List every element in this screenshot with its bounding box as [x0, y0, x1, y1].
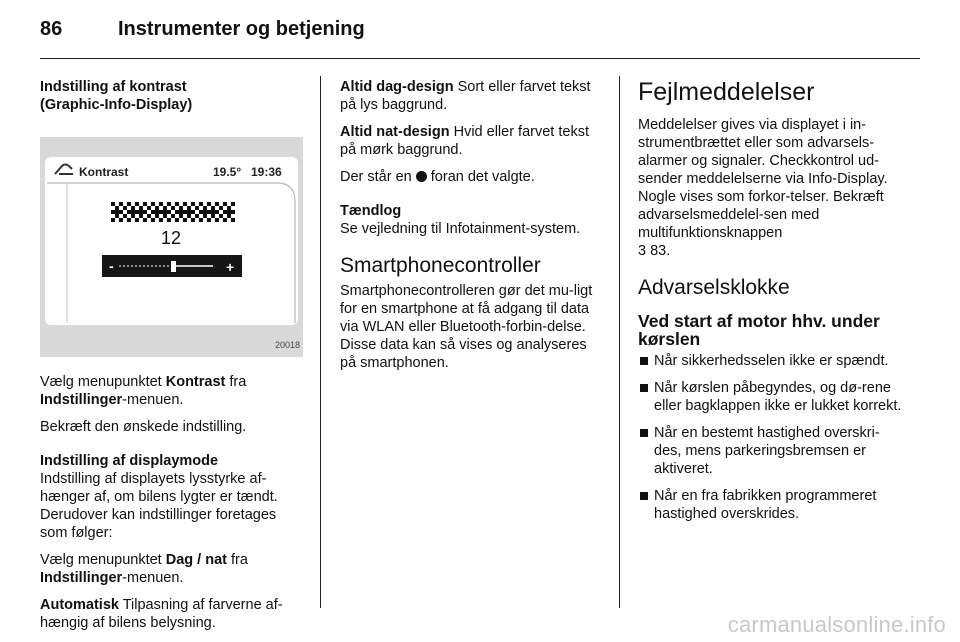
text: Hvid eller farvet tekst på mørk baggrund. [340, 124, 589, 158]
figure-number: 20018 [274, 340, 300, 350]
column-3 [638, 78, 904, 532]
contrast-display-figure [40, 137, 303, 357]
text: Meddelelser gives via displayet i in-strumentbrættet eller som advarsels-alarmer og signaler. Checkkontrol ud-sender meddelelserne via Info-Display. Nogle vises som forkor-telser. Bekræft advarselsmeddelel-sen med multifunktionsknappen [638, 117, 888, 241]
bullet-square-icon [640, 429, 648, 437]
list-item: Når sikkerhedsselen ikke er spændt. [638, 352, 904, 370]
warning-chime-list [638, 352, 904, 523]
text: Tilpasning af farverne af-hængig af bilens belysning. [40, 597, 283, 631]
paragraph-displaymode: Indstilling af displayets lysstyrke af-hænger af, om bilens lygter er tændt. Derudover kan indstillinger foretages som følger: [40, 471, 278, 541]
slider-plus: + [226, 259, 235, 275]
contrast-heading-line-1: Indstilling af kontrast [40, 79, 187, 95]
paragraph-day-design [340, 78, 606, 114]
display-screen-graphic [45, 157, 298, 325]
page-reference: 3 83. [638, 243, 671, 259]
paragraph-automatic [40, 596, 306, 632]
settings-wrench-icon [55, 165, 73, 175]
contrast-slider [102, 255, 242, 277]
text: foran det valgte. [426, 169, 535, 185]
displaymode-heading: Indstilling af displaymode [40, 453, 219, 469]
text: Vælg menupunktet [40, 374, 166, 390]
bullet-square-icon [640, 384, 648, 392]
option-night-design: Altid nat-design [340, 124, 450, 140]
header-divider [40, 58, 920, 59]
warning-chime-subheading: Ved start af motor hhv. under kørslen [638, 311, 880, 349]
figure-time: 19:36 [251, 165, 282, 179]
list-item: Når en fra fabrikken programmeret hastighed overskrides. [638, 487, 904, 523]
text: Vælg menupunktet [40, 552, 166, 568]
figure-temperature: 19.5° [213, 165, 242, 179]
contrast-heading-line-2: (Graphic-Info-Display) [40, 97, 193, 113]
text: fra [225, 374, 247, 390]
list-item: Når kørslen påbegyndes, og dø-rene eller bagklappen ikke er lukket korrekt. [638, 379, 904, 415]
option-automatisk: Automatisk [40, 597, 119, 613]
paragraph-select-daynight [40, 551, 306, 587]
text: -menuen. [122, 392, 184, 408]
paragraph-smartphone: Smartphonecontrolleren gør det mu-ligt for en smartphone at få adgang til data via WLAN eller Bluetooth-forbin-delse. Disse data kan så vises og analyseres på smartphonen. [340, 283, 593, 371]
paragraph-night-design [340, 123, 606, 159]
column-2 [340, 78, 606, 381]
page-title: Instrumenter og betjening [118, 18, 365, 40]
warning-chime-heading: Advarselsklokke [638, 276, 790, 299]
bullet-square-icon [640, 492, 648, 500]
list-item: Når en bestemt hastighed overskri-des, mens parkeringsbremsen er aktiveret. [638, 424, 904, 478]
text: fra [226, 552, 248, 568]
contrast-pattern-bar [111, 202, 235, 222]
paragraph-selected-marker [340, 168, 606, 186]
figure-menu-title: Kontrast [79, 165, 129, 179]
option-day-design: Altid dag-design [340, 79, 454, 95]
smartphone-heading: Smartphonecontroller [340, 254, 541, 277]
text: Der står en [340, 169, 416, 185]
paragraph-error-messages [638, 116, 904, 260]
page-header [40, 18, 920, 52]
error-messages-heading: Fejlmeddelelser [638, 78, 815, 106]
menu-indstillinger: Indstillinger [40, 392, 123, 408]
menu-item-kontrast: Kontrast [165, 374, 226, 390]
menu-indstillinger: Indstillinger [40, 570, 123, 586]
paragraph-select-contrast [40, 373, 306, 409]
paragraph-ignition: Se vejledning til Infotainment-system. [340, 221, 581, 237]
watermark: carmanualsonline.info [727, 612, 946, 637]
bullet-square-icon [640, 357, 648, 365]
text: Sort eller farvet tekst på lys baggrund. [340, 79, 591, 113]
ignition-heading: Tændlog [340, 203, 402, 219]
column-1 [40, 78, 306, 641]
figure-contrast-value: 12 [160, 228, 182, 248]
menu-item-dag-nat: Dag / nat [165, 552, 227, 568]
slider-minus: - [109, 258, 114, 274]
column-divider-2 [619, 76, 620, 608]
selected-dot-icon [416, 171, 427, 182]
text: -menuen. [122, 570, 184, 586]
paragraph-confirm: Bekræft den ønskede indstilling. [40, 419, 247, 435]
column-divider-1 [320, 76, 321, 608]
display-screen [45, 157, 298, 325]
page-number: 86 [40, 18, 63, 40]
